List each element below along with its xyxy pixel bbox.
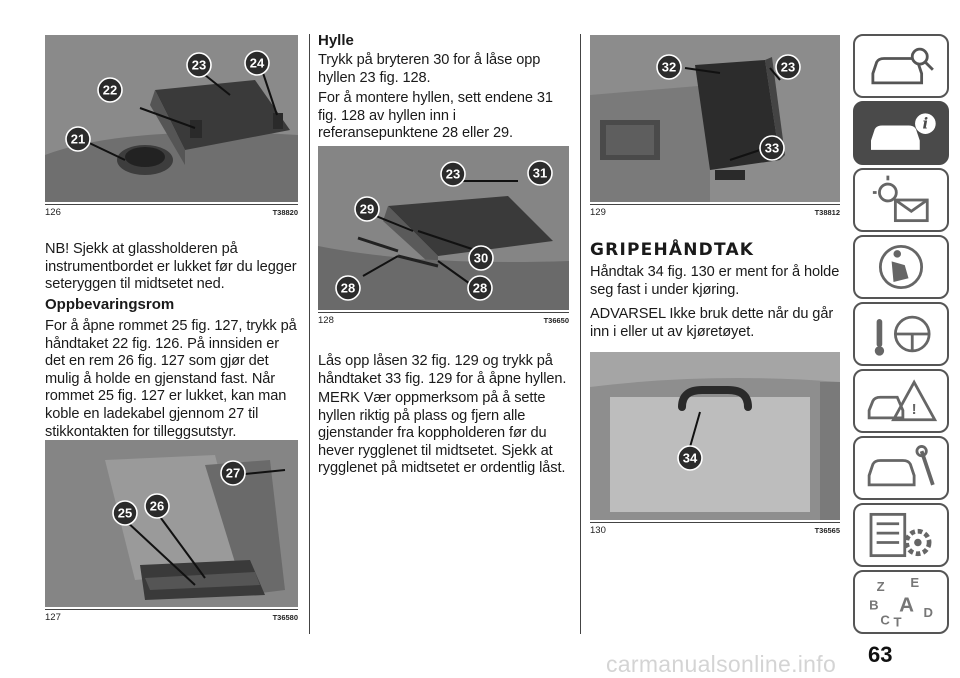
callout-23: 23: [780, 59, 796, 75]
tab-service[interactable]: [853, 436, 949, 500]
index-letter-z: Z: [876, 578, 885, 594]
figure-128-photo: [318, 146, 569, 310]
index-letter-t: T: [893, 614, 902, 630]
index-letter-e: E: [910, 575, 920, 590]
col1-paragraph-glassholder-note: NB! Sjekk at glassholderen på instrumentbordet er lukket før du legger seteryggen til midtsetet ned.: [45, 241, 297, 293]
figure-129-number: 129: [590, 207, 606, 218]
col2-paragraph-note: MERK Vær oppmerksom på å sette hyllen riktig på plass og fjern alle gjenstander fra koppholderen før du hever rygglenet til midtsetet. Sjekk at rygglenet på midtsetet er ordentlig låst.: [318, 390, 566, 477]
column-divider-2: [580, 34, 581, 634]
callout-26: 26: [149, 498, 165, 514]
col3-paragraph-handle: Håndtak 34 fig. 130 er ment for å holde seg fast i under kjøring.: [590, 264, 840, 298]
callout-30: 30: [473, 250, 489, 266]
tab-starting-driving[interactable]: [853, 302, 949, 366]
index-letter-b: B: [869, 597, 879, 613]
callout-25: 25: [117, 505, 133, 521]
figure-130-rule: [590, 522, 840, 523]
car-search-icon: [855, 36, 947, 96]
car-service-tools-icon: [855, 438, 947, 498]
alphabetical-index-icon: [855, 572, 947, 632]
callout-28-left: 28: [340, 280, 356, 296]
col2-paragraph-open-shelf: Lås opp låsen 32 fig. 129 og trykk på håndtaket 33 fig. 129 for å åpne hyllen.: [318, 353, 567, 387]
tab-car-search[interactable]: [853, 34, 949, 98]
svg-text:i: i: [922, 114, 929, 133]
figure-126-number: 126: [45, 207, 61, 218]
figure-128-rule: [318, 312, 569, 313]
storage-compartment-illustration: [45, 440, 298, 607]
car-info-icon: [855, 103, 947, 163]
car-accident-warning-icon: [855, 371, 947, 431]
callout-27: 27: [225, 465, 241, 481]
col1-paragraph-storage: For å åpne rommet 25 fig. 127, trykk på håndtaket 22 fig. 126. På innsiden er det en rem 26 fig. 127 som gjør det mulig å holde en gjenstand fast. Når rommet 25 fig. 127 er lukket, kan man koble en ladekabel gjennom 27 til stikkontakten for tilleggsutstyr.: [45, 318, 297, 440]
tab-index[interactable]: [853, 570, 949, 634]
figure-128-code: T36650: [543, 316, 569, 325]
col3-paragraph-warning: ADVARSEL Ikke bruk dette når du går inn i eller ut av kjøretøyet.: [590, 306, 834, 340]
figure-127-rule: [45, 609, 298, 610]
figure-126-rule: [45, 204, 298, 205]
callout-29: 29: [359, 201, 375, 217]
figure-128-number: 128: [318, 315, 334, 326]
callout-22: 22: [102, 82, 118, 98]
grab-handle-heading: GRIPEHÅNDTAK: [590, 240, 755, 260]
armrest-cupholder-illustration: [45, 35, 298, 202]
column-divider-1: [309, 34, 310, 634]
figure-126-code: T38820: [272, 208, 298, 217]
figure-127-number: 127: [45, 612, 61, 623]
figure-126-photo: [45, 35, 298, 202]
callout-33: 33: [764, 140, 780, 156]
tab-car-info[interactable]: [853, 101, 949, 165]
technical-data-gear-icon: [855, 505, 947, 565]
figure-130-code: T36565: [814, 526, 840, 535]
svg-text:!: !: [911, 401, 917, 419]
figure-130-number: 130: [590, 525, 606, 536]
figure-127-photo: [45, 440, 298, 607]
watermark: carmanualsonline.info: [606, 651, 837, 677]
key-steering-wheel-icon: [855, 304, 947, 364]
figure-129-rule: [590, 204, 840, 205]
index-letter-a: A: [899, 593, 915, 617]
warning-lights-message-icon: [855, 170, 947, 230]
col2-paragraph-unlock-shelf: Trykk på bryteren 30 for å låse opp hyllen 23 fig. 128.: [318, 52, 541, 86]
shelf-mounting-illustration: [318, 146, 569, 310]
figure-129-photo: [590, 35, 840, 202]
callout-31: 31: [532, 165, 548, 181]
airbag-seat-icon: [855, 237, 947, 297]
callout-34: 34: [682, 450, 698, 466]
figure-130-photo: [590, 352, 840, 520]
callout-24: 24: [249, 55, 265, 71]
callout-21: 21: [70, 131, 86, 147]
col2-paragraph-mount-shelf: For å montere hyllen, sett endene 31 fig. 128 av hyllen inn i referansepunktene 28 eller 29.: [318, 90, 553, 142]
storage-heading: Oppbevaringsrom: [45, 296, 175, 313]
tab-emergency[interactable]: [853, 369, 949, 433]
tab-warning-lights[interactable]: [853, 168, 949, 232]
figure-129-code: T38812: [814, 208, 840, 217]
tab-technical-data[interactable]: [853, 503, 949, 567]
callout-32: 32: [661, 59, 677, 75]
index-letter-d: D: [923, 605, 933, 620]
page-number: 63: [868, 642, 893, 667]
dashboard-shelf-illustration: [590, 35, 840, 202]
callout-23: 23: [445, 166, 461, 182]
tab-safety[interactable]: [853, 235, 949, 299]
callout-28-right: 28: [472, 280, 488, 296]
shelf-heading: Hylle: [318, 32, 354, 49]
callout-23: 23: [191, 57, 207, 73]
index-letter-c: C: [880, 612, 890, 628]
grab-handle-illustration: [590, 352, 840, 520]
figure-127-code: T36580: [272, 613, 298, 622]
